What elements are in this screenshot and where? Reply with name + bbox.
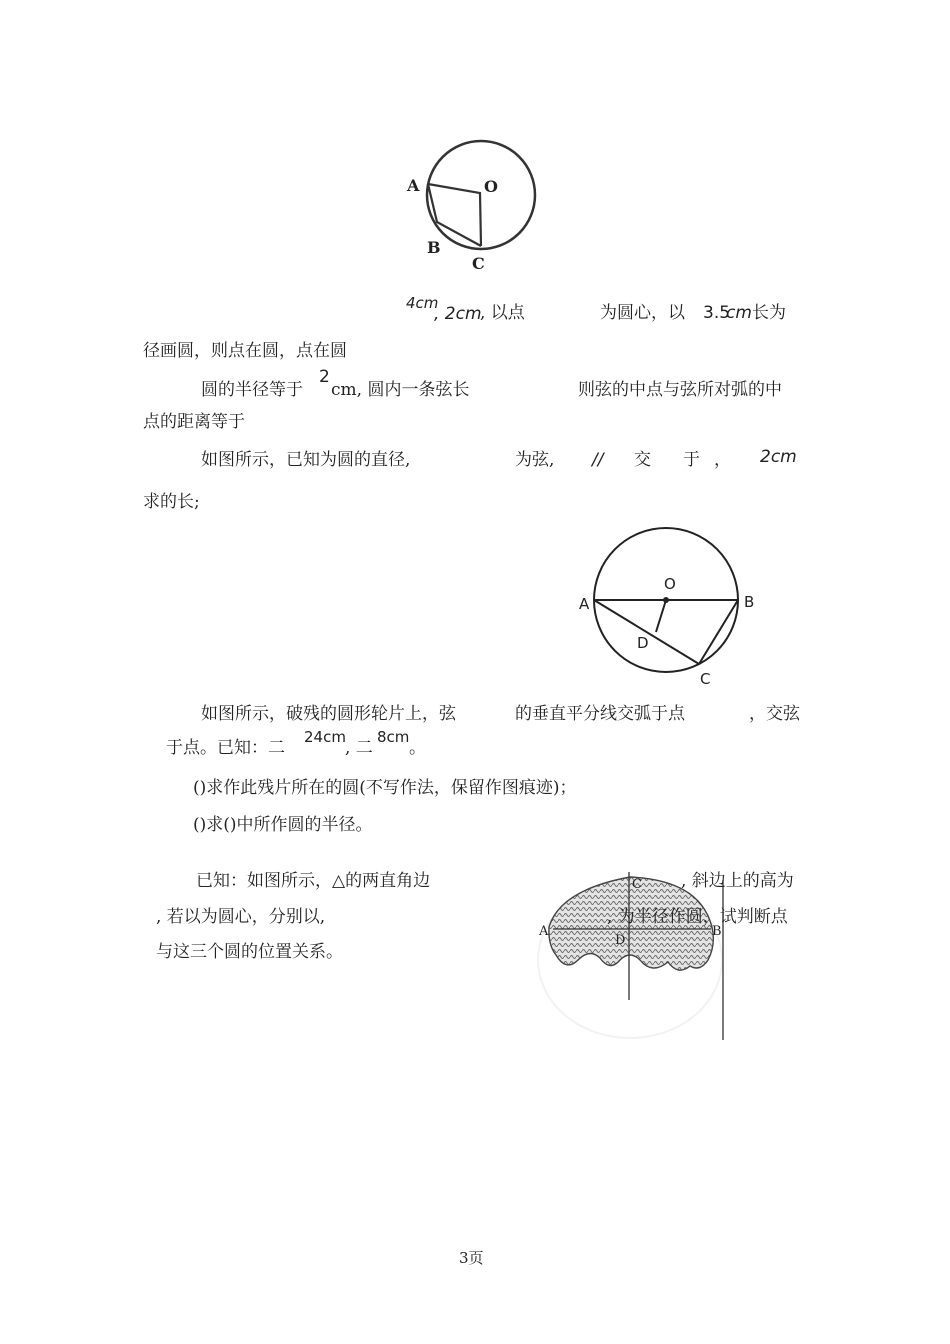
- p1-math-cm: cm: [726, 303, 752, 323]
- p3-text-jiao: 交: [634, 450, 651, 470]
- p4-question-1: ()求作此残片所在的圆(不写作法，保留作图痕迹)；: [193, 778, 577, 798]
- label-c: C: [472, 254, 485, 273]
- p2-text-1: 圆的半径等于: [201, 380, 303, 400]
- p4-text-6: 。: [409, 738, 426, 758]
- label-b: B: [427, 238, 441, 257]
- page-number: 3页: [459, 1249, 484, 1267]
- label-a: A: [539, 924, 549, 939]
- p2-sup-2: 2: [319, 367, 330, 387]
- p4-sup-24cm: 24cm: [304, 728, 346, 746]
- label-c: C: [632, 877, 642, 892]
- p5-text-5: 与这三个圆的位置关系。: [156, 942, 343, 962]
- p2-text-2: cm, 圆内一条弦长: [331, 380, 470, 400]
- label-o: O: [664, 575, 676, 593]
- p4-text-4: 于点。已知：二: [166, 738, 285, 758]
- label-d: D: [615, 933, 626, 948]
- p4-text-5: , 二: [345, 738, 373, 758]
- p1-text-3: 长为: [752, 303, 786, 323]
- p2-text-3: 则弦的中点与弦所对弧的中: [578, 380, 782, 400]
- p3-text-1: 如图所示，已知为圆的直径,: [201, 450, 411, 470]
- p1-text-1: , 以点: [480, 303, 525, 323]
- p5-text-1: 已知：如图所示，△的两直角边: [196, 871, 431, 891]
- label-c: C: [700, 670, 711, 688]
- label-o: O: [484, 177, 498, 196]
- p1-line-2: 径画圆，则点在圆，点在圆: [143, 341, 347, 361]
- p4-text-2: 的垂直平分线交弧于点: [515, 704, 685, 724]
- p3-parallel: //: [592, 450, 604, 470]
- p4-text-1: 如图所示，破残的圆形轮片上，弦: [201, 704, 456, 724]
- p3-text-2: 为弦,: [515, 450, 555, 470]
- p5-text-2: , 斜边上的高为: [681, 871, 794, 891]
- p1-text-2: 为圆心，以: [600, 303, 685, 323]
- label-a: A: [579, 595, 590, 613]
- p4-text-3: ，交弦: [749, 704, 800, 724]
- p2-line-2: 点的距离等于: [143, 412, 245, 432]
- label-a: A: [407, 176, 420, 195]
- p5-text-3: , 若以为圆心，分别以,: [156, 907, 326, 927]
- p3-line-2: 求的长;: [143, 492, 200, 512]
- p5-text-4: , 为半径作圆，试判断点: [607, 907, 788, 927]
- p1-math-2cm: , 2cm: [434, 304, 482, 324]
- p3-text-yu: 于: [683, 450, 700, 470]
- label-b: B: [712, 924, 722, 939]
- label-b: B: [744, 593, 755, 611]
- p4-question-2: ()求()中所作圆的半径。: [193, 815, 373, 835]
- p4-sup-8cm: 8cm: [377, 728, 410, 746]
- label-d: D: [637, 634, 649, 652]
- p1-math-3-5: 3.5: [703, 303, 731, 323]
- p1-math-4cm: 4cm: [406, 294, 439, 312]
- p3-math-2cm: 2cm: [760, 447, 797, 467]
- p3-comma: ，: [714, 450, 731, 470]
